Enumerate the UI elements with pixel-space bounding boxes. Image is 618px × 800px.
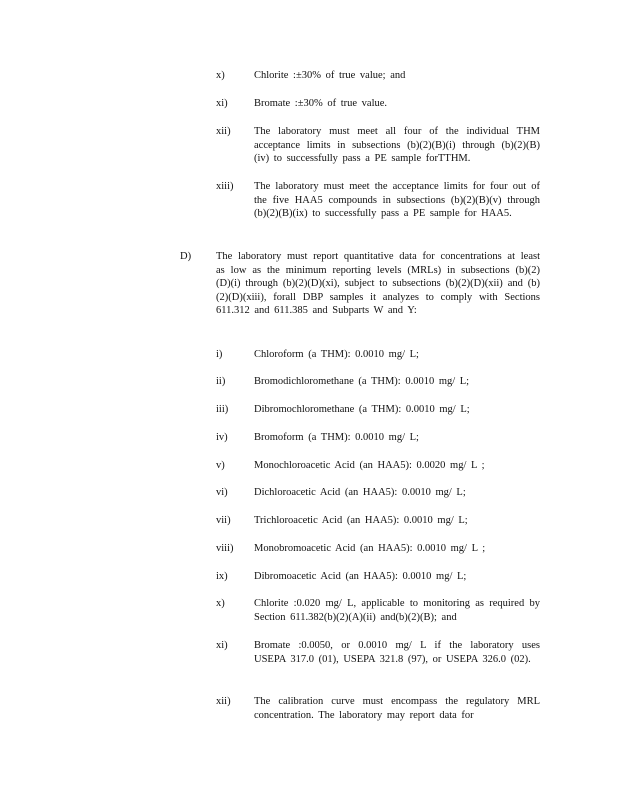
item-number: iii) (216, 404, 229, 415)
item-text: Chloroform (a THM): 0.0010 mg/ L; (254, 349, 419, 360)
list-item-iii-dibromochloromethane (216, 403, 540, 417)
item-text: Bromate :0.0050, or 0.0010 mg/ L if the laboratory uses USEPA 317.0 (01), USEPA 321.8 (97), or USEPA 326.0 (02). (254, 640, 540, 665)
item-text: Trichloroacetic Acid (an HAA5): 0.0010 mg/ L; (254, 515, 468, 526)
list-item-x-chlorite-mrl (216, 597, 540, 624)
item-text: The laboratory must meet the acceptance limits for four out of the five HAA5 compounds in subsections (b)(2)(B)(v) through (b)(2)(B)(ix) to successfully pass a PE sample for HAA5. (254, 181, 540, 220)
item-text: Bromodichloromethane (a THM): 0.0010 mg/ L; (254, 376, 470, 387)
item-text: Bromate :±30% of true value. (254, 98, 388, 109)
list-item-xi-bromate-acceptance (216, 97, 540, 111)
item-number: ix) (216, 571, 228, 582)
item-number: viii) (216, 543, 234, 554)
list-item-iv-bromoform (216, 431, 540, 445)
list-item-xi-bromate-mrl (216, 639, 540, 666)
item-number: v) (216, 460, 225, 471)
section-text: The laboratory must report quantitative data for concentrations at least as low as the minimum reporting levels (MRLs) in subsections (b)(2)(D)(i) through (b)(2)(D)(xi), subject to subsections (b)(2)(D)(xii) and (b)(2)(D)(xiii), forall DBP samples it analyzes to comply with Sections 611.312 and 611.385 and Subparts W and Y: (216, 251, 540, 317)
list-item-x-chlorite-acceptance (216, 69, 540, 83)
list-item-xii-thm-limits (216, 125, 540, 166)
item-text: Chlorite :0.020 mg/ L, applicable to monitoring as required by Section 611.382(b)(2)(A)(ii) and(b)(2)(B); and (254, 598, 540, 623)
section-number: D) (180, 251, 192, 262)
list-item-vii-trichloroacetic (216, 514, 540, 528)
item-text: Dibromochloromethane (a THM): 0.0010 mg/ L; (254, 404, 470, 415)
item-number: xiii) (216, 181, 234, 192)
list-item-xii-calibration-curve (216, 695, 540, 722)
item-number: vii) (216, 515, 231, 526)
list-item-viii-monobromoacetic (216, 542, 540, 556)
item-text: Bromoform (a THM): 0.0010 mg/ L; (254, 432, 419, 443)
list-item-ii-bromodichloromethane (216, 375, 540, 389)
section-d-paragraph (180, 250, 540, 318)
item-number: x) (216, 598, 225, 609)
item-number: xii) (216, 126, 231, 137)
item-number: xi) (216, 640, 228, 651)
list-item-v-monochloroacetic (216, 459, 540, 473)
item-text: Dibromoacetic Acid (an HAA5): 0.0010 mg/ L; (254, 571, 467, 582)
list-item-i-chloroform (216, 348, 540, 362)
list-item-ix-dibromoacetic (216, 570, 540, 584)
item-text: The laboratory must meet all four of the individual THM acceptance limits in subsections (b)(2)(B)(i) through (b)(2)(B)(iv) to successfully pass a PE sample forTTHM. (254, 126, 540, 165)
item-text: Monochloroacetic Acid (an HAA5): 0.0020 mg/ L ; (254, 460, 485, 471)
item-number: x) (216, 70, 225, 81)
list-item-vi-dichloroacetic (216, 486, 540, 500)
item-number: iv) (216, 432, 228, 443)
item-number: ii) (216, 376, 226, 387)
item-number: i) (216, 349, 223, 360)
item-number: xi) (216, 98, 228, 109)
item-text: Chlorite :±30% of true value; and (254, 70, 406, 81)
item-text: Monobromoacetic Acid (an HAA5): 0.0010 mg/ L ; (254, 543, 486, 554)
item-number: vi) (216, 487, 228, 498)
list-item-xiii-haa5-limits (216, 180, 540, 221)
item-text: The calibration curve must encompass the regulatory MRL concentration. The laboratory may report data for (254, 696, 540, 721)
item-text: Dichloroacetic Acid (an HAA5): 0.0010 mg/ L; (254, 487, 466, 498)
item-number: xii) (216, 696, 231, 707)
